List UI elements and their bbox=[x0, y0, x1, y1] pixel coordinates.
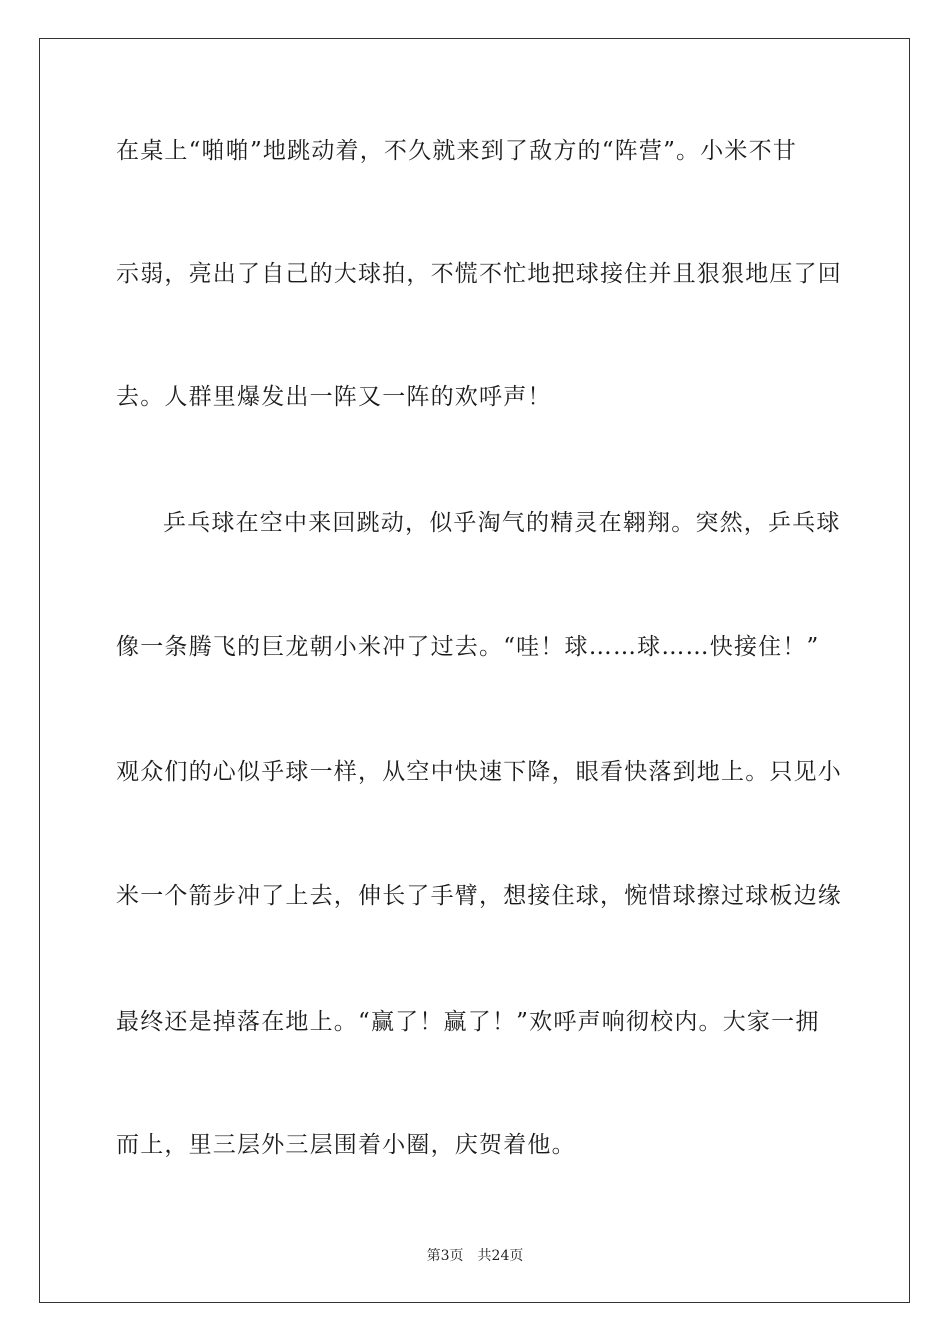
paragraph-2-line-5: 最终还是掉落在地上。“赢了！赢了！”欢呼声响彻校内。大家一拥 bbox=[116, 1009, 820, 1035]
paragraph-1-line-2: 示弱，亮出了自己的大球拍，不慌不忙地把球接住并且狠狠地压了回 bbox=[116, 261, 842, 287]
page-total: 共24页 bbox=[477, 1248, 524, 1264]
paragraph-1-line-1: 在桌上“啪啪”地跳动着，不久就来到了敌方的“阵营”。小米不甘 bbox=[116, 138, 798, 164]
paragraph-2-line-1: 乒乓球在空中来回跳动，似乎淘气的精灵在翱翔。突然，乒乓球 bbox=[163, 510, 841, 536]
page-footer bbox=[0, 1246, 950, 1266]
paragraph-2-line-6: 而上，里三层外三层围着小圈，庆贺着他。 bbox=[116, 1132, 576, 1158]
paragraph-2-line-2: 像一条腾飞的巨龙朝小米冲了过去。“哇！球……球……快接住！” bbox=[116, 634, 820, 660]
paragraph-1-line-3: 去。人群里爆发出一阵又一阵的欢呼声！ bbox=[116, 384, 552, 410]
paragraph-2-line-3: 观众们的心似乎球一样，从空中快速下降，眼看快落到地上。只见小 bbox=[116, 759, 842, 785]
page-border bbox=[39, 38, 910, 1303]
page-number: 第3页 bbox=[426, 1248, 464, 1264]
paragraph-2-line-4: 米一个箭步冲了上去，伸长了手臂，想接住球，惋惜球擦过球板边缘 bbox=[116, 883, 842, 909]
